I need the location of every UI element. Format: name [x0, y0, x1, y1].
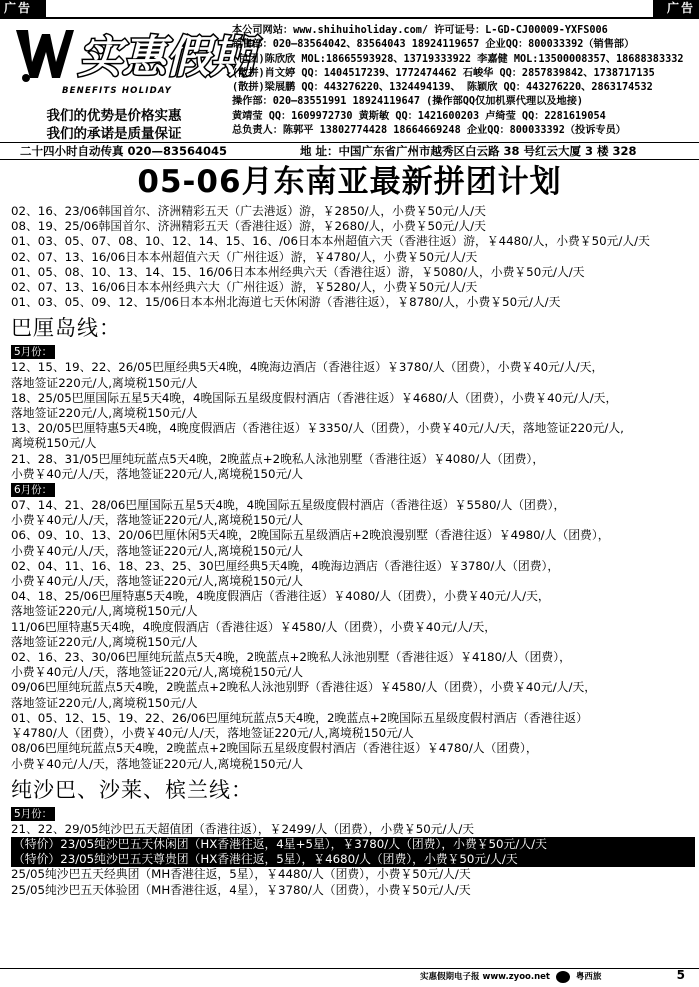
list-item: 小费￥40元/人/天，落地签证220元/人,离境税150元/人	[11, 513, 304, 528]
list-item: 11/06巴厘特惠5天4晚，4晚度假酒店（香港往返）￥4580/人（团费），小费￥40元/人/天，	[11, 619, 497, 634]
list-item: 09/06巴厘纯玩蓝点5天4晚，2晚蓝点+2晚私人泳池别野（香港往返）￥4580/人（团费），小费￥40元/人/天，	[11, 680, 597, 695]
list-item: 02、16、23/06韩国首尔、济洲精彩五天（广去港返）游，￥2850/人，小费￥50元/人/天	[11, 204, 486, 218]
footer	[420, 970, 601, 984]
page-number: 5	[676, 968, 685, 982]
contact-line: 总负责人：陈郭平 13802774428 18664669248 企业QQ：800033392（投诉专员）	[232, 125, 626, 137]
list-item: 21、22、29/05纯沙巴五天超值团（香港往返），￥2499/人（团费），小费￥50元/人/天	[11, 821, 475, 836]
footer-text: 实惠假期电子报 www.zyoo.net	[420, 972, 550, 982]
list-item: 08、19、25/06韩国首尔、济洲精彩五天（香港往返）游，￥2680/人，小费￥50元/人/天	[11, 219, 486, 234]
footer-logo-icon	[556, 971, 570, 983]
contact-line: 销售部：020—83564042、83564043 18924119657 企业QQ：800033392（销售部）	[232, 39, 635, 51]
contact-line: 本公司网站：www.shihuiholiday.com/ 许可证号：L-GD-CJ00009-YXFS006	[232, 25, 608, 36]
list-item: 21、28、31/05巴厘纯玩蓝点5天4晚，2晚蓝点+2晚私人泳池别墅（香港往返）￥4080/人（团费），	[11, 451, 545, 466]
month-tag-may: 5月份：	[11, 807, 55, 821]
address: 地 址：中国广东省广州市越秀区白云路 38 号红云大厦 3 楼 328	[300, 144, 637, 158]
list-item: 18、25/05巴厘国际五星5天4晚，4晚国际五星级度假村酒店（香港往返）￥4680/人（团费），小费￥40元/人/天，	[11, 390, 618, 405]
section-title-sabah: 纯沙巴、沙莱、槟兰线：	[11, 777, 253, 802]
list-item: 01、05、08、10、13、14、15、16/06日本本州经典六天（香港往返）游，￥5080/人，小费￥50元/人/天	[11, 264, 585, 279]
list-item: 小费￥40元/人/天，落地签证220元/人,离境税150元/人	[11, 574, 304, 589]
month-tag-may: 5月份：	[11, 345, 55, 359]
list-item: 02、16、23、30/06巴厘纯玩蓝点5天4晚，2晚蓝点+2晚私人泳池别墅（香港往返）￥4180/人（团费），	[11, 650, 571, 665]
list-item: 落地签证220元/人,离境税150元/人	[11, 406, 198, 421]
logo-graphic	[12, 22, 254, 86]
itinerary-list	[11, 204, 695, 898]
slogan-line: 我们的承诺是质量保证	[46, 126, 182, 142]
list-item: 25/05纯沙巴五天体验团（MH香港往返，4星），￥3780/人（团费），小费￥50元/人/天	[11, 882, 471, 897]
fax-number: 二十四小时自动传真 020—83564045	[20, 144, 228, 158]
contact-info	[232, 24, 698, 138]
logo-subtitle: BENEFITS HOLIDAY	[62, 86, 172, 96]
list-item: 04、18、25/06巴厘特惠5天4晚，4晚度假酒店（香港往返）￥4080/人（团费），小费￥40元/人/天，	[11, 589, 550, 604]
bottom-divider	[0, 968, 699, 969]
list-item: 12、15、19、22、26/05巴厘经典5天4晚，4晚海边酒店（香港往返）￥3780/人（团费），小费￥40元/人/天，	[11, 360, 604, 375]
footer-brand: 粤西旅	[575, 972, 602, 982]
list-item: 02、07、13、16/06日本本州经典六大（广州往返）游，￥5280/人，小费￥50元/人/天	[11, 280, 478, 295]
list-item: 落地签证220元/人,离境税150元/人	[11, 375, 198, 390]
list-item: 落地签证220元/人,离境税150元/人	[11, 695, 198, 710]
list-item: 08/06巴厘纯玩蓝点5天4晚，2晚蓝点+2晚国际五星级度假村酒店（香港往返）￥4780/人（团费），	[11, 741, 538, 756]
list-item: 06、09、10、13、20/06巴厘休闲5天4晚，2晚国际五星级酒店+2晚浪漫别墅（香港往返）￥4980/人（团费），	[11, 528, 610, 543]
slogan-line: 我们的优势是价格实惠	[46, 108, 182, 124]
list-item: 小费￥40元/人/天，落地签证220元/人,离境税150元/人	[11, 665, 304, 680]
list-item: 07、14、21、28/06巴厘国际五星5天4晚，4晚国际五星级度假村酒店（香港往返）￥5580/人（团费），	[11, 498, 566, 513]
top-divider	[0, 17, 699, 19]
logo-text: 实惠假期	[78, 32, 254, 83]
list-item: ￥4780/人（团费），小费￥40元/人/天，落地签证220元/人,离境税150元/人	[11, 726, 414, 741]
fax-address-bar	[0, 142, 699, 160]
list-item: 02、04、11、16、18、23、25、30巴厘经典5天4晚，4晚海边酒店（香港往返）￥3780/人（团费），	[11, 558, 560, 573]
list-item: 小费￥40元/人/天，落地签证220元/人,离境税150元/人	[11, 466, 304, 481]
contact-line: (散拼)梁展鹏 QQ：443276220、1324494139、 陈颖欣 QQ：443276220、2863174532	[232, 82, 653, 94]
list-item: 落地签证220元/人,离境税150元/人	[11, 604, 198, 619]
list-item: 离境税150元/人	[11, 436, 97, 451]
section-title-bali: 巴厘岛线：	[11, 316, 121, 341]
list-item: 25/05纯沙巴五天经典团（MH香港往返，5星），￥4480/人（团费），小费￥50元/人/天	[11, 867, 471, 882]
list-item-special: （特价）23/05纯沙巴五天休闲团（HX香港往返，4星+5星），￥3780/人（团费），小费￥50元/人/天	[11, 837, 695, 852]
contact-line: 黄靖莹 QQ：1609972730 黄斯敏 QQ：1421600203 卢绮莹 QQ：2281619054	[232, 110, 606, 122]
list-item: 01、05、12、15、19、22、26/06巴厘纯玩蓝点5天4晚，2晚蓝点+2晚国际五星级度假村酒店（香港往返）	[11, 710, 588, 725]
contact-line: 操作部：020—83551991 18924119647 (操作部QQ仅加机票代理以及地接)	[232, 96, 584, 108]
list-item: 01、03、05、09、12、15/06日本本州北海道七天休闲游（香港往返），￥8780/人，小费￥50元/人/天	[11, 295, 561, 310]
ad-label-right: 广告	[653, 0, 699, 17]
company-logo	[6, 20, 254, 143]
month-tag-june: 6月份：	[11, 483, 55, 497]
contact-line: (散拼)肖文婷 QQ：1404517239、1772474462 石峻华 QQ：2857839842、1738717135	[232, 67, 655, 79]
list-item: 小费￥40元/人/天，落地签证220元/人,离境税150元/人	[11, 756, 304, 771]
list-item: 01、03、05、07、08、10、12、14、15、16、/06日本本州超值六天（香港往返）游，￥4480/人，小费￥50元/人/天	[11, 234, 650, 249]
list-item: 13、20/05巴厘特惠5天4晚，4晚度假酒店（香港往返）￥3350/人（团费），小费￥40元/人/天，落地签证220元/人,	[11, 421, 624, 436]
ad-label-left: 广告	[0, 0, 46, 17]
page-title: 05-06月东南亚最新拼团计划	[137, 164, 562, 200]
list-item: 02、07、13、16/06日本本州超值六天（广州往返）游，￥4780/人，小费￥50元/人/天	[11, 249, 478, 264]
list-item-special: （特价）23/05纯沙巴五天尊贵团（HX香港往返，5星），￥4680/人（团费），小费￥50元/人/天	[11, 852, 695, 867]
list-item: 小费￥40元/人/天，落地签证220元/人,离境税150元/人	[11, 543, 304, 558]
list-item: 落地签证220元/人,离境税150元/人	[11, 634, 198, 649]
contact-line: (包团)陈欣欣 MOL:18665593928、13719333922 李嘉健 MOL:13500008357、18688383332	[232, 53, 684, 65]
